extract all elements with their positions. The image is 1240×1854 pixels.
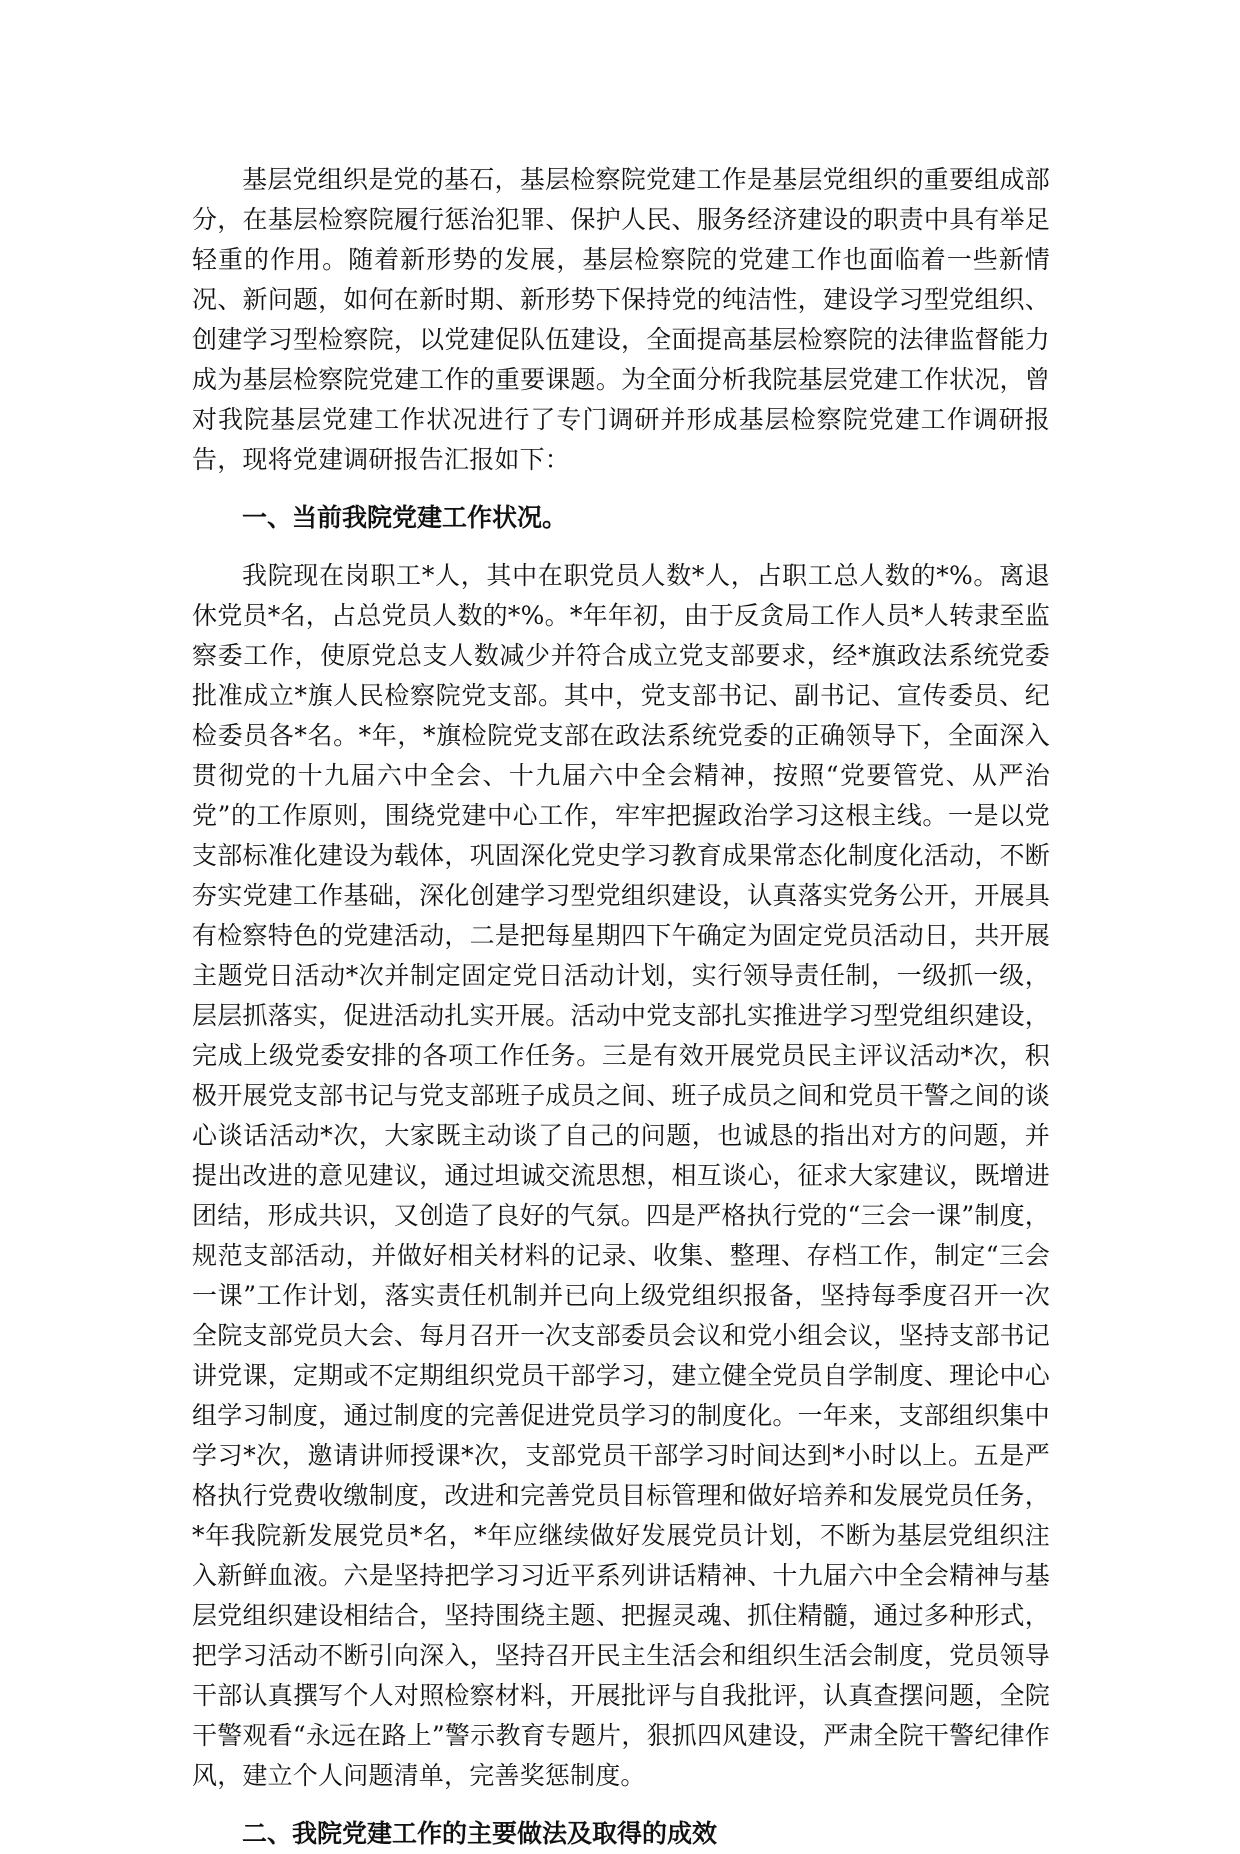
- document-body: [192, 160, 1050, 1854]
- intro-paragraph: 基层党组织是党的基石，基层检察院党建工作是基层党组织的重要组成部分，在基层检察院履行惩治犯罪、保护人民、服务经济建设的职责中具有举足轻重的作用。随着新形势的发展，基层检察院的党建工作也面临着一些新情况、新问题，如何在新时期、新形势下保持党的纯洁性，建设学习型党组织、创建学习型检察院，以党建促队伍建设，全面提高基层检察院的法律监督能力成为基层检察院党建工作的重要课题。为全面分析我院基层党建工作状况，曾对我院基层党建工作状况进行了专门调研并形成基层检察院党建工作调研报告，现将党建调研报告汇报如下：: [192, 165, 1050, 474]
- section-1-paragraph: 我院现在岗职工*人，其中在职党员人数*人，占职工总人数的*%。离退休党员*名，占总党员人数的*%。*年年初，由于反贪局工作人员*人转隶至监察委工作，使原党总支人数减少并符合成立党支部要求，经*旗政法系统党委批准成立*旗人民检察院党支部。其中，党支部书记、副书记、宣传委员、纪检委员各*名。*年，*旗检院党支部在政法系统党委的正确领导下，全面深入贯彻党的十九届六中全会、十九届六中全会精神，按照“党要管党、从严治党”的工作原则，围绕党建中心工作，牢牢把握政治学习这根主线。一是以党支部标准化建设为载体，巩固深化党史学习教育成果常态化制度化活动，不断夯实党建工作基础，深化创建学习型党组织建设，认真落实党务公开，开展具有检察特色的党建活动，二是把每星期四下午确定为固定党员活动日，共开展主题党日活动*次并制定固定党日活动计划，实行领导责任制，一级抓一级，层层抓落实，促进活动扎实开展。活动中党支部扎实推进学习型党组织建设，完成上级党委安排的各项工作任务。三是有效开展党员民主评议活动*次，积极开展党支部书记与党支部班子成员之间、班子成员之间和党员干警之间的谈心谈话活动*次，大家既主动谈了自己的问题，也诚恳的指出对方的问题，并提出改进的意见建议，通过坦诚交流思想，相互谈心，征求大家建议，既增进团结，形成共识，又创造了良好的气氛。四是严格执行党的“三会一课”制度，规范支部活动，并做好相关材料的记录、收集、整理、存档工作，制定“三会一课”工作计划，落实责任机制并已向上级党组织报备，坚持每季度召开一次全院支部党员大会、每月召开一次支部委员会议和党小组会议，坚持支部书记讲党课，定期或不定期组织党员干部学习，建立健全党员自学制度、理论中心组学习制度，通过制度的完善促进党员学习的制度化。一年来，支部组织集中学习*次，邀请讲师授课*次，支部党员干部学习时间达到*小时以上。五是严格执行党费收缴制度，改进和完善党员目标管理和做好培养和发展党员任务，*年我院新发展党员*名，*年应继续做好发展党员计划，不断为基层党组织注入新鲜血液。六是坚持把学习习近平系列讲话精神、十九届六中全会精神与基层党组织建设相结合，坚持围绕主题、把握灵魂、抓住精髓，通过多种形式，把学习活动不断引向深入，坚持召开民主生活会和组织生活会制度，党员领导干部认真撰写个人对照检察材料，开展批评与自我批评，认真查摆问题，全院干警观看“永远在路上”警示教育专题片，狠抓四风建设，严肃全院干警纪律作风，建立个人问题清单，完善奖惩制度。: [192, 561, 1050, 1790]
- section-heading-2: 二、我院党建工作的主要做法及取得的成效: [242, 1819, 718, 1848]
- section-heading-1: 一、当前我院党建工作状况。: [242, 503, 568, 532]
